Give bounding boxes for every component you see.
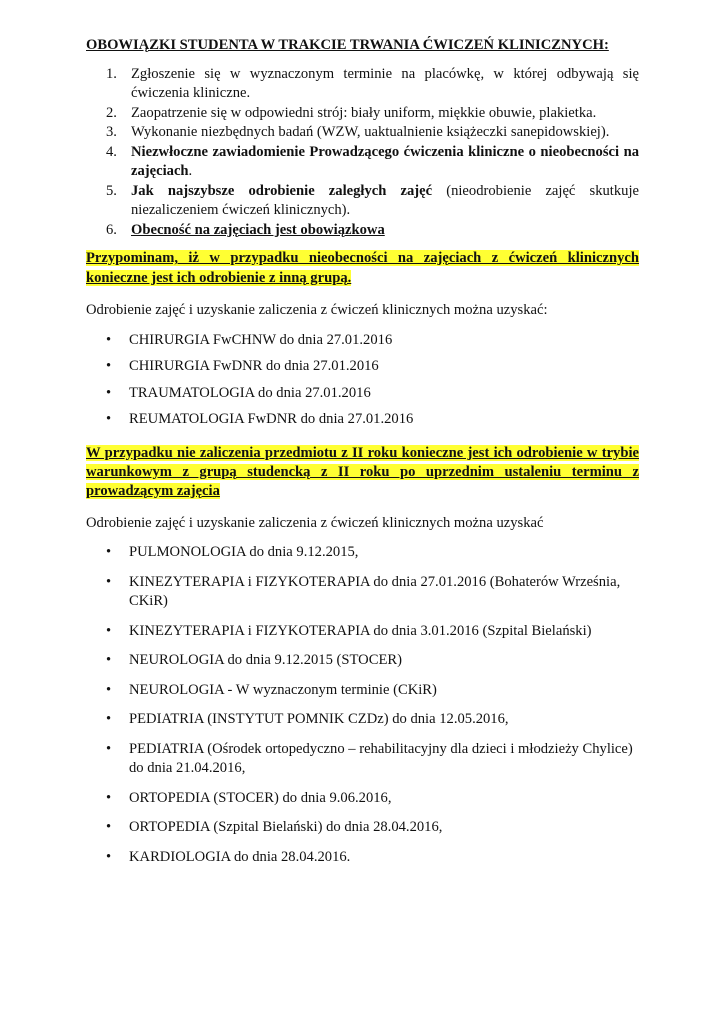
list-item-text: REUMATOLOGIA FwDNR do dnia 27.01.2016 [129,411,414,427]
list-item [86,651,639,671]
bullet-icon: • [106,789,112,806]
duty-number: 1. [106,65,117,82]
duty-number: 2. [106,104,117,121]
bullet-icon: • [106,544,112,560]
list-item [86,331,639,351]
duty-text-bold: Obecność na zajęciach jest obowiązkowa [131,221,385,238]
bullet-icon: • [106,358,112,374]
list-item-text: PEDIATRIA (INSTYTUT POMNIK CZDz) do dnia 12.05.2016, [129,711,509,727]
intro-paragraph-1: Odrobienie zajęć i uzyskanie zaliczenia z ćwiczeń klinicznych można uzyskać: [86,302,548,318]
bullet-icon: • [106,819,112,835]
bullet-icon: • [106,711,112,727]
duty-text: Zgłoszenie się w wyznaczonym terminie na placówkę, w której odbywają się ćwiczenia kliniczne. [131,65,639,101]
list-item-text: KINEZYTERAPIA i FIZYKOTERAPIA do dnia 3.01.2016 (Szpital Bielański) [129,622,592,639]
list-item [86,818,639,838]
notice-paragraph [86,444,639,501]
list-item-text: NEUROLOGIA - W wyznaczonym terminie (CKiR) [129,681,437,698]
document-title: OBOWIĄZKI STUDENTA W TRAKCIE TRWANIA ĆWICZEŃ KLINICZNYCH: [86,37,609,53]
duty-item [106,65,639,104]
intro-paragraph-2: Odrobienie zajęć i uzyskanie zaliczenia z ćwiczeń klinicznych można uzyskać [86,514,544,531]
list-item [86,710,639,730]
list-item-text: ORTOPEDIA (STOCER) do dnia 9.06.2016, [129,789,392,806]
bullet-icon: • [106,411,112,427]
list-item-text: CHIRURGIA FwCHNW do dnia 27.01.2016 [129,331,393,348]
makeup-list-1 [86,331,639,430]
reminder-text: Przypominam, iż w przypadku nieobecności na zajęciach z ćwiczeń klinicznych konieczne jest ich odrobienie z inną grupą. [86,250,639,286]
bullet-icon: • [106,681,112,698]
list-item [86,681,639,701]
list-item-text: TRAUMATOLOGIA do dnia 27.01.2016 [129,384,371,401]
document-page [86,36,639,877]
list-item-text: KARDIOLOGIA do dnia 28.04.2016. [129,848,351,865]
duty-text-bold: Niezwłoczne zawiadomienie Prowadzącego ćwiczenia kliniczne o nieobecności na zajęciach [131,143,639,179]
list-item [86,740,639,779]
list-item [86,848,639,868]
list-item [86,573,639,612]
list-item-text: KINEZYTERAPIA i FIZYKOTERAPIA do dnia 27.01.2016 (Bohaterów Września, CKiR) [129,573,621,609]
list-item [86,384,639,404]
bullet-icon: • [106,652,112,668]
duty-number: 3. [106,124,117,140]
duty-item [106,221,639,241]
bullet-icon: • [106,622,112,639]
duty-number: 6. [106,221,117,238]
duty-text-bold: Jak najszybsze odrobienie zaległych zajęć [131,182,433,199]
duty-text-tail: . [188,163,193,179]
duty-item [106,123,639,143]
list-item-text: PEDIATRIA (Ośrodek ortopedyczno – rehabilitacyjny dla dzieci i młodzieży Chylice) do dnia 21.04.2016, [129,740,633,776]
list-item [86,622,639,642]
duty-text-tail: (nieodrobienie zajęć skutkuje niezaliczeniem ćwiczeń klinicznych). [131,182,639,218]
bullet-icon: • [106,573,112,590]
list-item-text: NEUROLOGIA do dnia 9.12.2015 (STOCER) [129,652,402,668]
duty-item [106,143,639,182]
duty-text: Zaopatrzenie się w odpowiedni strój: biały uniform, miękkie obuwie, plakietka. [131,104,597,121]
list-item-text: ORTOPEDIA (Szpital Bielański) do dnia 28.04.2016, [129,819,443,835]
notice-text: W przypadku nie zaliczenia przedmiotu z II roku konieczne jest ich odrobienie w trybie warunkowym z grupą studencką z II roku po uprzednim ustaleniu terminu z prowadzącym zajęcia [86,444,639,499]
duty-number: 4. [106,143,117,160]
list-item [86,410,639,430]
bullet-icon: • [106,384,112,401]
bullet-icon: • [106,848,112,865]
list-item [86,543,639,563]
list-item-text: PULMONOLOGIA do dnia 9.12.2015, [129,544,359,560]
list-item [86,789,639,809]
duty-number: 5. [106,182,117,199]
makeup-list-2 [86,543,639,867]
duty-item [106,104,639,124]
duty-text: Wykonanie niezbędnych badań (WZW, uaktualnienie książeczki sanepidowskiej). [131,124,610,140]
list-item [86,357,639,377]
duty-item [106,182,639,221]
bullet-icon: • [106,740,112,757]
list-item-text: CHIRURGIA FwDNR do dnia 27.01.2016 [129,358,379,374]
duties-list [86,65,639,241]
reminder-paragraph [86,249,639,288]
bullet-icon: • [106,331,112,348]
